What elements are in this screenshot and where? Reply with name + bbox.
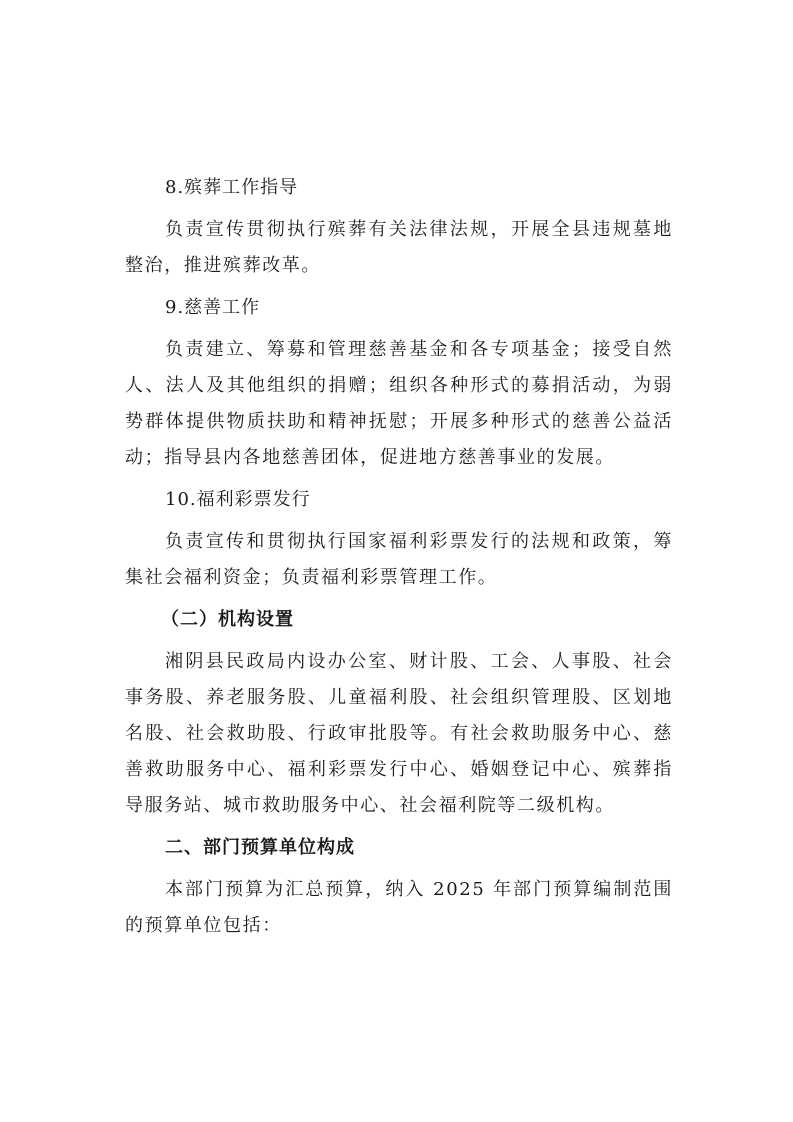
item-8-title: 8.殡葬工作指导 xyxy=(165,177,299,198)
budget-units-body: 本部门预算为汇总预算，纳入 2025 年部门预算编制范围的预算单位包括： xyxy=(125,879,673,936)
org-structure-heading: （二）机构设置 xyxy=(161,609,294,630)
budget-units-heading: 二、部门预算单位构成 xyxy=(165,837,355,858)
item-9-title: 9.慈善工作 xyxy=(165,297,261,318)
item-10-body: 负责宣传和贯彻执行国家福利彩票发行的法规和政策，筹集社会福利资金；负责福利彩票管理工作。 xyxy=(125,531,673,588)
item-10-title: 10.福利彩票发行 xyxy=(165,489,311,510)
document-content xyxy=(125,170,673,950)
item-8-body: 负责宣传贯彻执行殡葬有关法律法规，开展全县违规墓地整治，推进殡葬改革。 xyxy=(125,219,673,276)
org-structure-body: 湘阴县民政局内设办公室、财计股、工会、人事股、社会事务股、养老服务股、儿童福利股、社会组织管理股、区划地名股、社会救助股、行政审批股等。有社会救助服务中心、慈善救助服务中心、福利彩票发行中心、婚姻登记中心、殡葬指导服务站、城市救助服务中心、社会福利院等二级机构。 xyxy=(125,651,673,816)
item-9-body: 负责建立、筹募和管理慈善基金和各专项基金；接受自然人、法人及其他组织的捐赠；组织各种形式的募捐活动，为弱势群体提供物质扶助和精神抚慰；开展多种形式的慈善公益活动；指导县内各地慈善团体，促进地方慈善事业的发展。 xyxy=(125,339,673,468)
